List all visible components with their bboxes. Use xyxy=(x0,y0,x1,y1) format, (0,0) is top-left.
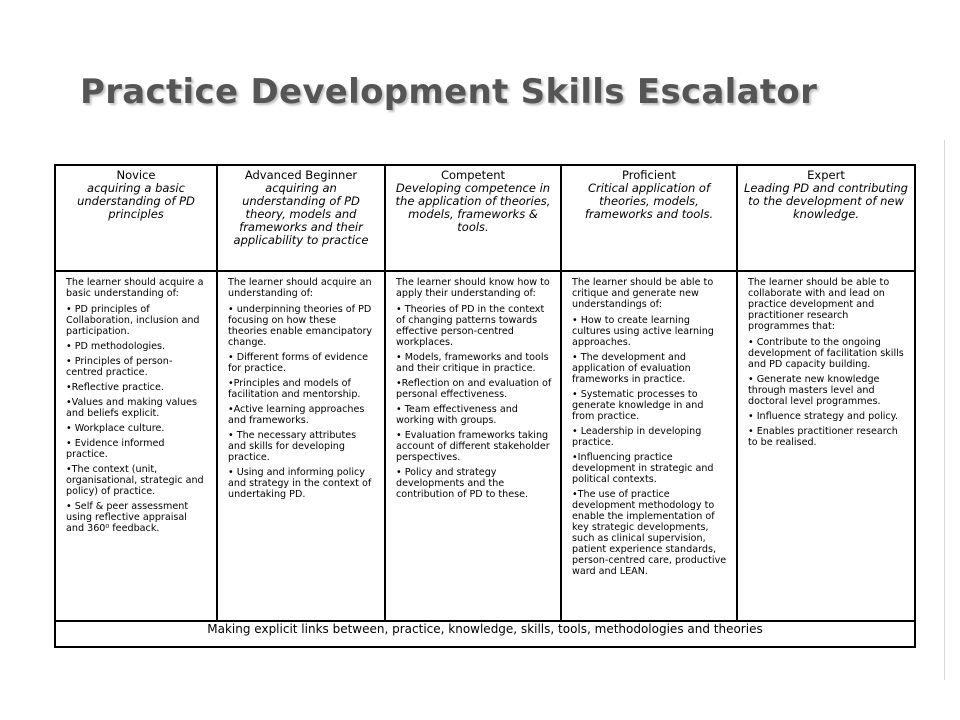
list-item: • Evaluation frameworks taking account of different stakeholder perspectives. xyxy=(396,430,550,463)
content-row xyxy=(55,271,915,621)
list-item: • Team effectiveness and working with groups. xyxy=(396,404,518,426)
list-item: • The necessary attributes and skills for developing practice. xyxy=(228,430,357,463)
level-description: Developing competence in the application of theories, models, frameworks & tools. xyxy=(395,181,551,234)
page-title: Practice Development Skills Escalator xyxy=(80,72,818,112)
item-list xyxy=(572,315,728,577)
item-list xyxy=(228,304,376,500)
level-name: Novice xyxy=(116,168,156,182)
header-row xyxy=(55,165,915,271)
level-name: Advanced Beginner xyxy=(244,168,358,182)
list-item: • Influence strategy and policy. xyxy=(748,411,899,422)
content-cell-expert xyxy=(737,271,915,621)
cell-intro: The learner should be able to critique and generate new understandings of: xyxy=(572,277,714,310)
list-item: •Active learning approaches and frameworks. xyxy=(228,404,365,426)
item-list xyxy=(748,337,906,448)
list-item: • Generate new knowledge through masters level and doctoral level programmes. xyxy=(748,374,881,407)
level-description: acquiring an understanding of PD theory, models and frameworks and their applicability to practice xyxy=(233,181,369,247)
footer-row xyxy=(55,621,915,647)
list-item: •Reflective practice. xyxy=(66,382,164,393)
list-item: • Systematic processes to generate knowledge in and from practice. xyxy=(572,389,704,422)
list-item: •The use of practice development methodology to enable the implementation of key strategic developments, such as clinical supervision, patient experience standards, person-centred care, productive ward and LEAN. xyxy=(572,489,727,577)
list-item: •The context (unit, organisational, strategic and policy) of practice. xyxy=(66,464,204,497)
list-item: • Self & peer assessment using reflective appraisal and 360⁰ feedback. xyxy=(66,501,189,534)
footer-text: Making explicit links between, practice, knowledge, skills, tools, methodologies and theories xyxy=(55,621,915,647)
list-item: • PD methodologies. xyxy=(66,341,166,352)
level-description: acquiring a basic understanding of PD principles xyxy=(77,181,195,221)
cell-intro: The learner should acquire a basic understanding of: xyxy=(66,277,204,299)
list-item: • The development and application of evaluation frameworks in practice. xyxy=(572,352,691,385)
header-cell-novice xyxy=(55,165,217,271)
level-name: Competent xyxy=(440,168,506,182)
cell-intro: The learner should know how to apply their understanding of: xyxy=(396,277,550,299)
list-item: • Leadership in developing practice. xyxy=(572,426,702,448)
item-list xyxy=(396,304,552,500)
list-item: • underpinning theories of PD focusing on how these theories enable emancipatory change. xyxy=(228,304,373,348)
list-item: • Theories of PD in the context of changing patterns towards effective person-centred workplaces. xyxy=(396,304,545,348)
list-item: • Contribute to the ongoing development of facilitation skills and PD capacity building. xyxy=(748,337,904,370)
list-item: • Principles of person-centred practice. xyxy=(66,356,173,378)
list-item: • Workplace culture. xyxy=(66,423,165,434)
list-item: • PD principles of Collaboration, inclusion and participation. xyxy=(66,304,200,337)
divider-line xyxy=(944,140,945,680)
level-name: Expert xyxy=(807,168,845,182)
level-description: Critical application of theories, models, frameworks and tools. xyxy=(584,181,714,221)
header-cell-competent xyxy=(385,165,561,271)
header-cell-proficient xyxy=(561,165,737,271)
list-item: • How to create learning cultures using active learning approaches. xyxy=(572,315,714,348)
list-item: • Models, frameworks and tools and their critique in practice. xyxy=(396,352,549,374)
cell-intro: The learner should be able to collaborate with and lead on practice development and practitioner research programmes that: xyxy=(748,277,890,332)
content-cell-advanced-beginner xyxy=(217,271,385,621)
content-cell-proficient xyxy=(561,271,737,621)
level-name: Proficient xyxy=(622,168,676,182)
level-description: Leading PD and contributing to the development of new knowledge. xyxy=(744,181,908,221)
content-cell-novice xyxy=(55,271,217,621)
list-item: • Evidence informed practice. xyxy=(66,438,165,460)
header-cell-advanced-beginner xyxy=(217,165,385,271)
list-item: • Using and informing policy and strategy in the context of undertaking PD. xyxy=(228,467,372,500)
skills-escalator-table xyxy=(54,164,916,648)
list-item: •Influencing practice development in strategic and political contexts. xyxy=(572,452,714,485)
content-cell-competent xyxy=(385,271,561,621)
list-item: • Policy and strategy developments and the contribution of PD to these. xyxy=(396,467,529,500)
list-item: • Different forms of evidence for practice. xyxy=(228,352,369,374)
list-item: •Values and making values and beliefs explicit. xyxy=(66,397,198,419)
list-item: •Reflection on and evaluation of personal effectiveness. xyxy=(396,378,552,400)
item-list xyxy=(66,304,208,534)
list-item: • Enables practitioner research to be realised. xyxy=(748,426,898,448)
header-cell-expert xyxy=(737,165,915,271)
cell-intro: The learner should acquire an understanding of: xyxy=(228,277,372,299)
list-item: •Principles and models of facilitation and mentorship. xyxy=(228,378,361,400)
